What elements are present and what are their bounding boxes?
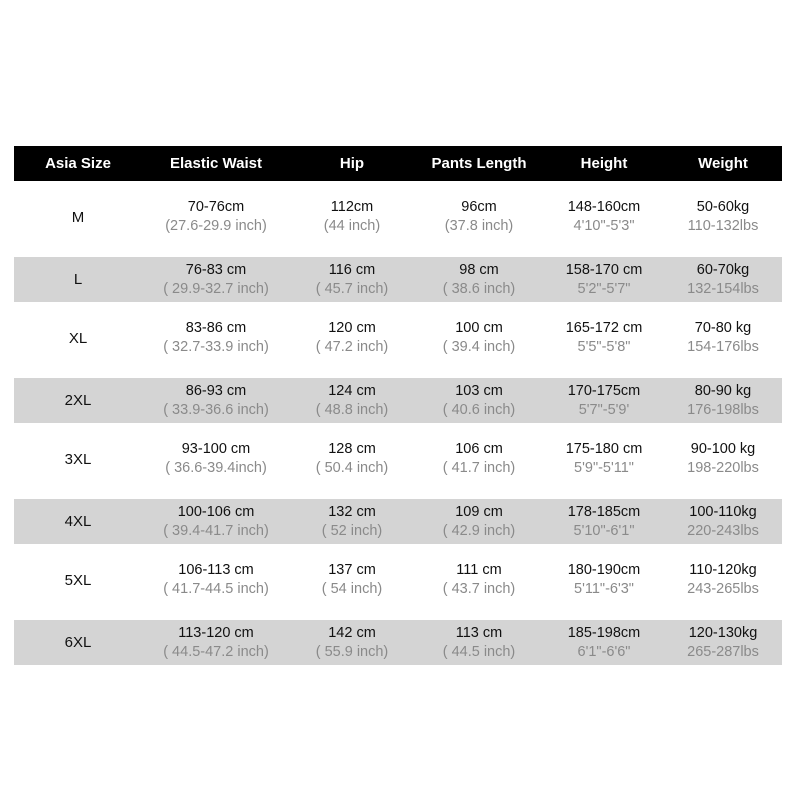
elastic-waist-converted-value: ( 41.7-44.5 inch) xyxy=(163,581,269,597)
elastic-waist-value: 83-86 cm xyxy=(185,320,247,336)
size-cell: 6XL xyxy=(64,634,92,651)
table-row xyxy=(14,302,782,374)
weight-converted-value: 220-243lbs xyxy=(687,522,759,539)
hip-converted-value: ( 48.8 inch) xyxy=(315,401,389,418)
hip-cell xyxy=(290,382,414,420)
pants-length-value: 113 cm xyxy=(455,624,503,641)
pants-length-converted-value: (37.8 inch) xyxy=(444,218,514,234)
pants-length-value: 103 cm xyxy=(455,382,503,399)
pants-length-converted-value: ( 40.6 inch) xyxy=(442,401,516,418)
size-cell: 4XL xyxy=(64,513,92,530)
height-converted-value: 5'2"-5'7" xyxy=(577,280,631,297)
weight-cell xyxy=(664,261,782,299)
height-converted-value: 5'10"-6'1" xyxy=(573,522,635,539)
pants-length-value: 109 cm xyxy=(455,503,503,520)
elastic-waist-converted-value: ( 29.9-32.7 inch) xyxy=(163,280,269,297)
elastic-waist-cell xyxy=(142,503,290,541)
elastic-waist-cell xyxy=(142,198,290,236)
elastic-waist-converted-value: (27.6-29.9 inch) xyxy=(165,218,267,234)
height-cell xyxy=(544,440,664,478)
pants-length-converted-value: ( 39.4 inch) xyxy=(442,339,516,355)
weight-cell xyxy=(664,382,782,420)
height-converted-value: 4'10"-5'3" xyxy=(573,218,635,234)
pants-length-value: 96cm xyxy=(461,199,497,215)
hip-value: 116 cm xyxy=(328,261,376,278)
elastic-waist-cell xyxy=(142,440,290,478)
hip-converted-value: ( 50.4 inch) xyxy=(315,460,389,476)
hip-value: 142 cm xyxy=(328,624,376,641)
height-value: 178-185cm xyxy=(567,503,641,520)
hip-value: 128 cm xyxy=(328,441,376,457)
weight-cell xyxy=(664,440,782,478)
pants-length-value: 111 cm xyxy=(456,562,502,578)
pants-length-converted-value: ( 38.6 inch) xyxy=(442,280,516,297)
hip-value: 137 cm xyxy=(328,562,376,578)
height-value: 158-170 cm xyxy=(565,261,643,278)
hip-converted-value: ( 45.7 inch) xyxy=(315,280,389,297)
elastic-waist-converted-value: ( 39.4-41.7 inch) xyxy=(163,522,269,539)
weight-converted-value: 176-198lbs xyxy=(687,401,759,418)
pants-length-cell xyxy=(414,503,544,541)
weight-value: 70-80 kg xyxy=(694,320,752,336)
weight-cell xyxy=(664,503,782,541)
height-value: 148-160cm xyxy=(567,199,641,215)
pants-length-converted-value: ( 41.7 inch) xyxy=(442,460,516,476)
elastic-waist-converted-value: ( 32.7-33.9 inch) xyxy=(163,339,269,355)
size-cell: 2XL xyxy=(64,392,92,409)
weight-cell xyxy=(664,319,782,357)
pants-length-cell xyxy=(414,382,544,420)
elastic-waist-value: 106-113 cm xyxy=(178,562,254,578)
pants-length-value: 100 cm xyxy=(455,320,503,336)
hip-value: 124 cm xyxy=(328,382,376,399)
height-converted-value: 6'1"-6'6" xyxy=(577,643,631,660)
hip-converted-value: ( 55.9 inch) xyxy=(315,643,389,660)
weight-cell xyxy=(664,198,782,236)
height-converted-value: 5'5"-5'8" xyxy=(577,339,631,355)
table-row xyxy=(14,620,782,665)
elastic-waist-converted-value: ( 44.5-47.2 inch) xyxy=(163,643,269,660)
height-cell xyxy=(544,624,664,662)
table-header-row xyxy=(14,146,782,181)
table-row xyxy=(14,181,782,253)
weight-cell xyxy=(664,624,782,662)
header-elastic-waist: Elastic Waist xyxy=(170,155,262,172)
height-value: 170-175cm xyxy=(567,382,641,399)
hip-cell xyxy=(290,503,414,541)
elastic-waist-value: 70-76cm xyxy=(187,199,245,215)
hip-value: 132 cm xyxy=(328,503,376,520)
height-cell xyxy=(544,319,664,357)
hip-converted-value: ( 54 inch) xyxy=(321,581,383,597)
weight-cell xyxy=(664,561,782,599)
hip-cell xyxy=(290,319,414,357)
pants-length-value: 98 cm xyxy=(459,261,499,278)
table-row xyxy=(14,257,782,302)
hip-cell xyxy=(290,561,414,599)
pants-length-converted-value: ( 43.7 inch) xyxy=(442,581,516,597)
header-asia-size: Asia Size xyxy=(45,155,111,172)
weight-converted-value: 132-154lbs xyxy=(687,280,759,297)
height-converted-value: 5'9"-5'11" xyxy=(574,460,634,476)
elastic-waist-cell xyxy=(142,261,290,299)
table-row xyxy=(14,499,782,544)
pants-length-cell xyxy=(414,198,544,236)
weight-value: 110-120kg xyxy=(689,562,757,578)
height-cell xyxy=(544,198,664,236)
elastic-waist-value: 86-93 cm xyxy=(185,382,247,399)
hip-cell xyxy=(290,624,414,662)
weight-converted-value: 243-265lbs xyxy=(687,581,759,597)
height-cell xyxy=(544,503,664,541)
pants-length-cell xyxy=(414,440,544,478)
hip-cell xyxy=(290,440,414,478)
header-height: Height xyxy=(580,155,628,172)
hip-cell xyxy=(290,261,414,299)
weight-value: 120-130kg xyxy=(688,624,758,641)
pants-length-cell xyxy=(414,561,544,599)
hip-cell xyxy=(290,198,414,236)
size-cell: 3XL xyxy=(64,450,92,468)
elastic-waist-cell xyxy=(142,382,290,420)
elastic-waist-cell xyxy=(142,561,290,599)
elastic-waist-cell xyxy=(142,319,290,357)
height-converted-value: 5'11"-6'3" xyxy=(574,581,634,597)
height-converted-value: 5'7"-5'9' xyxy=(578,401,630,418)
weight-converted-value: 198-220lbs xyxy=(687,460,759,476)
weight-value: 100-110kg xyxy=(689,503,757,520)
height-cell xyxy=(544,261,664,299)
size-cell: M xyxy=(71,208,85,226)
height-cell xyxy=(544,382,664,420)
weight-converted-value: 154-176lbs xyxy=(687,339,759,355)
table-body xyxy=(14,181,782,665)
elastic-waist-value: 100-106 cm xyxy=(177,503,255,520)
pants-length-cell xyxy=(414,319,544,357)
table-row xyxy=(14,378,782,423)
weight-value: 80-90 kg xyxy=(694,382,752,399)
pants-length-converted-value: ( 42.9 inch) xyxy=(442,522,516,539)
height-value: 175-180 cm xyxy=(565,441,643,457)
height-cell xyxy=(544,561,664,599)
table-row xyxy=(14,423,782,495)
size-cell: L xyxy=(73,271,83,288)
height-value: 165-172 cm xyxy=(565,320,643,336)
size-chart-table xyxy=(14,146,782,665)
weight-converted-value: 265-287lbs xyxy=(687,643,759,660)
table-row xyxy=(14,544,782,616)
weight-converted-value: 110-132lbs xyxy=(687,218,759,234)
weight-value: 50-60kg xyxy=(696,199,750,215)
height-value: 185-198cm xyxy=(567,624,641,641)
hip-converted-value: (44 inch) xyxy=(323,218,381,234)
hip-converted-value: ( 47.2 inch) xyxy=(315,339,389,355)
elastic-waist-value: 93-100 cm xyxy=(181,441,251,457)
weight-value: 90-100 kg xyxy=(690,441,756,457)
elastic-waist-value: 76-83 cm xyxy=(185,261,247,278)
header-pants-length: Pants Length xyxy=(431,155,527,172)
elastic-waist-cell xyxy=(142,624,290,662)
size-cell: 5XL xyxy=(64,571,92,589)
pants-length-value: 106 cm xyxy=(455,441,503,457)
hip-value: 112cm xyxy=(330,199,374,215)
pants-length-cell xyxy=(414,624,544,662)
elastic-waist-value: 113-120 cm xyxy=(178,624,254,641)
hip-value: 120 cm xyxy=(328,320,376,336)
hip-converted-value: ( 52 inch) xyxy=(321,522,383,539)
pants-length-cell xyxy=(414,261,544,299)
weight-value: 60-70kg xyxy=(696,261,750,278)
header-hip: Hip xyxy=(339,155,365,172)
pants-length-converted-value: ( 44.5 inch) xyxy=(442,643,516,660)
header-weight: Weight xyxy=(698,155,748,172)
height-value: 180-190cm xyxy=(567,562,641,578)
size-cell: XL xyxy=(68,329,88,347)
elastic-waist-converted-value: ( 36.6-39.4inch) xyxy=(165,460,267,476)
elastic-waist-converted-value: ( 33.9-36.6 inch) xyxy=(163,401,269,418)
